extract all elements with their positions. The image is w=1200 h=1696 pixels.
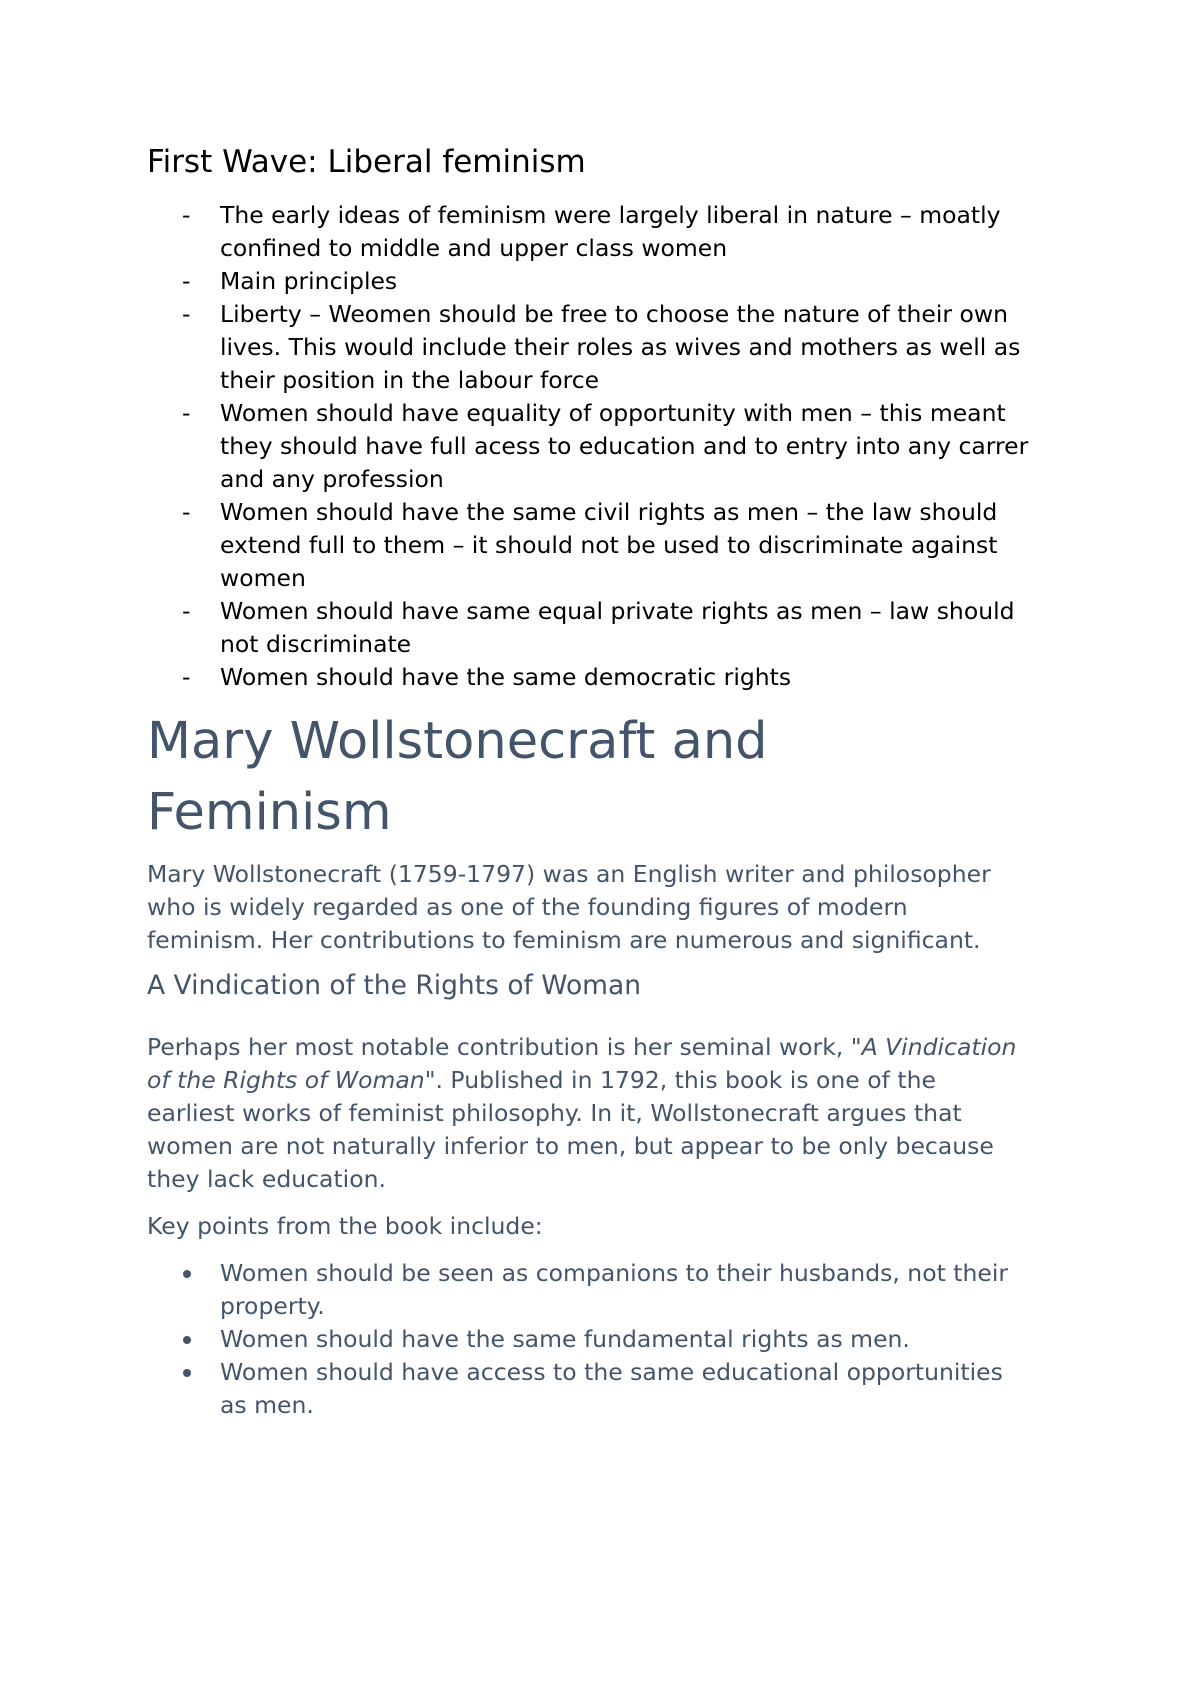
list-item-line: not discriminate [220,630,412,658]
paragraph-line: who is widely regarded as one of the founding figures of modern [147,893,908,921]
list-item-line: women [220,564,306,592]
list-item-line: confined to middle and upper class women [220,234,728,262]
list-item [147,199,1067,265]
list-item-line: Women should have access to the same educational opportunities [220,1358,1003,1386]
list-item-line: Women should have equality of opportunity with men – this meant [220,399,1006,427]
dash-marker: - [182,300,191,328]
bullet-icon [183,1270,191,1278]
paragraph-line: they lack education. [147,1165,386,1193]
list-item [147,1356,1067,1422]
vindication-paragraph [147,1031,1067,1196]
intro-paragraph [147,858,1067,957]
list-item [147,1257,1067,1323]
list-item-line: Main principles [220,267,398,295]
list-item-line: Women should have same equal private rights as men – law should [220,597,1015,625]
paragraph-line: earliest works of feminist philosophy. In it, Wollstonecraft argues that [147,1099,962,1127]
paragraph-line: Mary Wollstonecraft (1759-1797) was an English writer and philosopher [147,860,991,888]
list-item-line: as men. [220,1391,314,1419]
dash-marker: - [182,498,191,526]
list-item [147,595,1067,661]
bullet-icon [183,1336,191,1344]
dash-marker: - [182,399,191,427]
list-item [147,661,1067,694]
list-item-line: Women should have the same civil rights as men – the law should [220,498,998,526]
subheading-vindication: A Vindication of the Rights of Woman [147,970,642,1001]
key-points-intro: Key points from the book include: [147,1212,543,1240]
key-points-list [147,1257,1067,1422]
list-item [147,397,1067,496]
heading-line: Feminism [147,783,392,842]
dash-marker: - [182,201,191,229]
paragraph-line: women are not naturally inferior to men, but appear to be only because [147,1132,994,1160]
list-item-line: The early ideas of feminism were largely liberal in nature – moatly [220,201,1001,229]
document-page [147,140,1067,1422]
paragraph-line: feminism. Her contributions to feminism are numerous and significant. [147,926,981,954]
list-item-line: Women should be seen as companions to their husbands, not their [220,1259,1009,1287]
list-item [147,1323,1067,1356]
list-item-line: they should have full acess to education and to entry into any carrer [220,432,1029,460]
section-heading-first-wave: First Wave: Liberal feminism [147,144,586,180]
list-item-line: extend full to them – it should not be used to discriminate against [220,531,998,559]
list-item-line: Women should have the same democratic rights [220,663,792,691]
heading-line: Mary Wollstonecraft and [147,712,768,771]
principles-list [147,199,1067,694]
list-item-line: lives. This would include their roles as wives and mothers as well as [220,333,1021,361]
dash-marker: - [182,663,191,691]
paragraph-text: Perhaps her most notable contribution is her seminal work, " [147,1033,862,1061]
list-item [147,298,1067,397]
list-item [147,265,1067,298]
book-title-part: of the Rights of Woman [147,1066,425,1094]
book-title-part: A Vindication [861,1033,1017,1061]
list-item-line: property. [220,1292,325,1320]
section-heading-mary-wollstonecraft [147,706,1067,848]
list-item-line: Liberty – Weomen should be free to choose the nature of their own [220,300,1009,328]
list-item [147,496,1067,595]
dash-marker: - [182,267,191,295]
bullet-icon [183,1369,191,1377]
list-item-line: their position in the labour force [220,366,600,394]
list-item-line: and any profession [220,465,444,493]
paragraph-text: ". Published in 1792, this book is one of the [424,1066,936,1094]
list-item-line: Women should have the same fundamental rights as men. [220,1325,910,1353]
dash-marker: - [182,597,191,625]
